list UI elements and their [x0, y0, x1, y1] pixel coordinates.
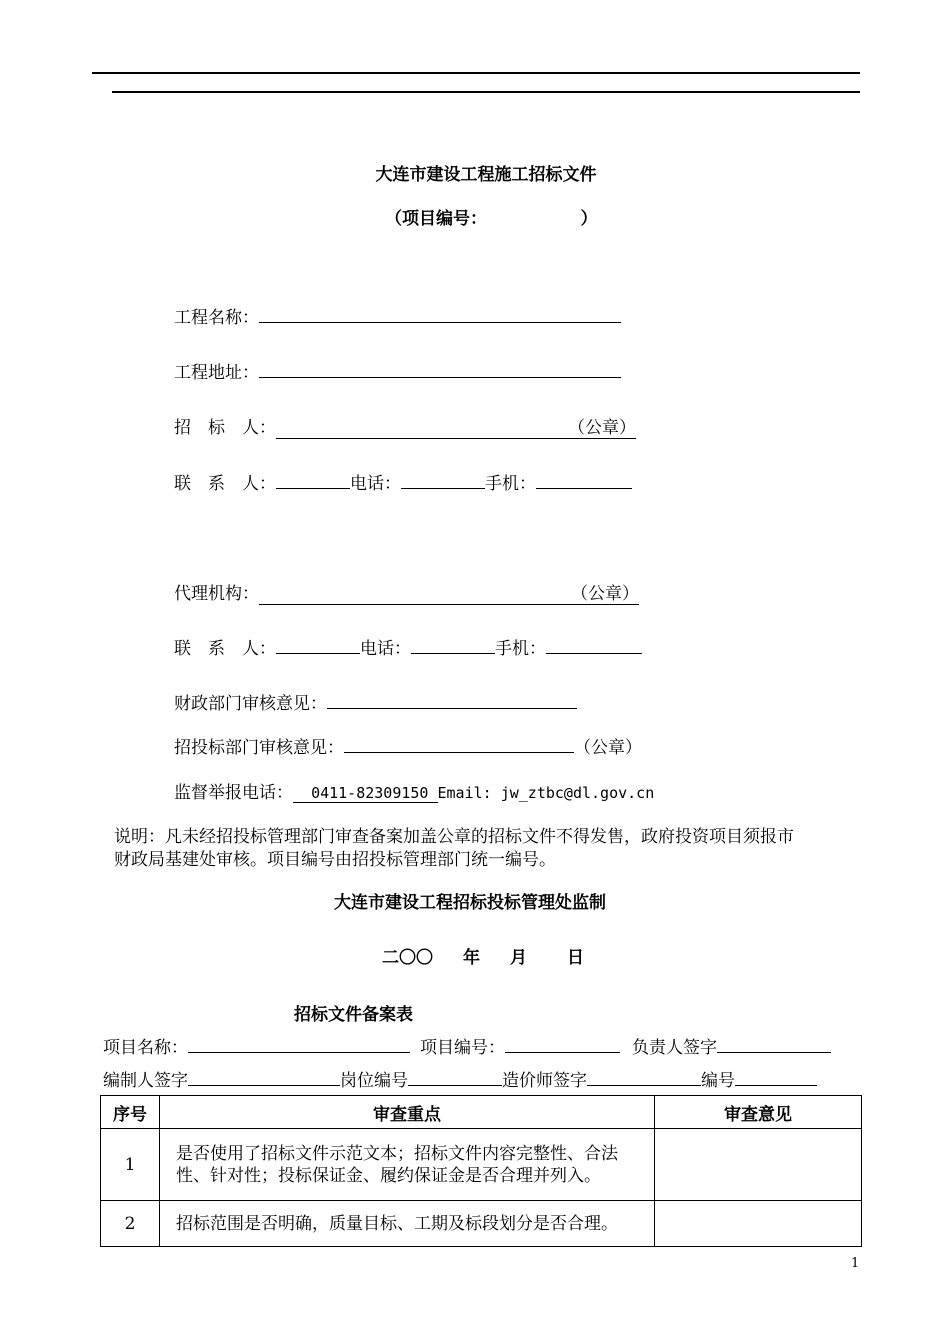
email-value[interactable]: jw_ztbc@dl.gov.cn	[500, 784, 655, 802]
record-project-no-field[interactable]	[505, 1034, 620, 1053]
record-project-name-field[interactable]	[188, 1034, 410, 1053]
contact-row-2	[174, 634, 642, 659]
page-number: 1	[851, 1256, 860, 1271]
record-cost-engineer-label: 造价师签字	[502, 1071, 587, 1091]
tenderer-row	[174, 413, 636, 438]
record-post-no-field[interactable]	[408, 1067, 502, 1086]
project-name-row	[174, 303, 621, 328]
project-address-field[interactable]	[259, 359, 621, 378]
project-address-row	[174, 358, 621, 383]
record-project-name-label: 项目名称：	[103, 1038, 188, 1058]
tenderer-field[interactable]	[276, 418, 636, 439]
contact-field-1[interactable]	[276, 470, 350, 489]
project-number-line: （项目编号： ）	[385, 209, 598, 229]
agency-row	[174, 579, 639, 604]
header-rule-bottom	[112, 91, 860, 93]
record-no-field[interactable]	[735, 1067, 817, 1086]
finance-opinion-field[interactable]	[327, 690, 577, 709]
contact-field-2[interactable]	[276, 635, 360, 654]
record-preparer-field[interactable]	[188, 1067, 340, 1086]
date-prefix: 二〇〇	[382, 948, 433, 968]
table-row	[101, 1129, 862, 1201]
project-name-field[interactable]	[259, 304, 621, 323]
hotline-number	[293, 784, 438, 803]
tenderer-seal: （公章）	[568, 418, 636, 438]
contact-label-1: 联 系 人：	[174, 474, 276, 494]
phone-field-1[interactable]	[401, 470, 485, 489]
phone-label-1: 电话：	[350, 474, 401, 494]
record-post-no-label: 岗位编号	[340, 1071, 408, 1091]
mobile-field-1[interactable]	[536, 470, 632, 489]
row-opinion[interactable]	[655, 1201, 862, 1247]
phone-field-2[interactable]	[411, 635, 495, 654]
record-meta-row-2	[103, 1066, 817, 1091]
contact-row-1	[174, 469, 632, 494]
mobile-label-2: 手机：	[495, 639, 546, 659]
record-no-label: 编号	[701, 1071, 735, 1091]
project-address-label: 工程地址：	[174, 363, 259, 383]
date-year: 年	[463, 948, 480, 968]
supervisor-line: 大连市建设工程招标投标管理处监制	[334, 893, 606, 913]
mobile-field-2[interactable]	[546, 635, 642, 654]
email-label: Email:	[437, 784, 501, 802]
row-focus: 是否使用了招标文件示范文本；招标文件内容完整性、合法性、针对性；投标保证金、履约保证金是否合理并列入。	[160, 1129, 655, 1201]
bidding-dept-opinion-label: 招投标部门审核意见：	[174, 738, 344, 758]
agency-seal: （公章）	[571, 584, 639, 604]
header-no: 序号	[101, 1096, 160, 1129]
date-month: 月	[510, 948, 527, 968]
record-table-title: 招标文件备案表	[294, 1005, 413, 1025]
document-title: 大连市建设工程施工招标文件	[375, 165, 597, 185]
record-project-no-label: 项目编号：	[420, 1038, 505, 1058]
hotline-label: 监督举报电话：	[174, 783, 293, 803]
mobile-label-1: 手机：	[485, 474, 536, 494]
record-table-header	[101, 1096, 862, 1129]
row-focus: 招标范围是否明确，质量目标、工期及标段划分是否合理。	[160, 1201, 655, 1247]
table-row	[101, 1201, 862, 1247]
contact-label-2: 联 系 人：	[174, 639, 276, 659]
bidding-dept-opinion-row	[174, 733, 642, 758]
date-line	[382, 943, 584, 968]
header-focus: 审查重点	[160, 1096, 655, 1129]
agency-label: 代理机构：	[174, 584, 259, 604]
bidding-dept-opinion-field[interactable]	[344, 734, 574, 753]
row-number: 1	[101, 1129, 160, 1201]
record-responsible-label: 负责人签字	[632, 1038, 717, 1058]
header-opinion: 审查意见	[655, 1096, 862, 1129]
row-number: 2	[101, 1201, 160, 1247]
record-table	[100, 1095, 862, 1247]
row-opinion[interactable]	[655, 1129, 862, 1201]
record-preparer-label: 编制人签字	[103, 1071, 188, 1091]
tenderer-label: 招 标 人：	[174, 418, 276, 438]
agency-field[interactable]	[259, 584, 639, 605]
bidding-dept-seal: （公章）	[574, 738, 642, 758]
note-line-2: 财政局基建处审核。项目编号由招投标管理部门统一编号。	[114, 850, 556, 870]
finance-opinion-row	[174, 689, 577, 714]
record-responsible-field[interactable]	[717, 1034, 831, 1053]
hotline-row	[174, 778, 654, 803]
record-cost-engineer-field[interactable]	[587, 1067, 701, 1086]
header-rule-top	[92, 72, 860, 74]
date-day: 日	[567, 948, 584, 968]
note-line-1: 说明：凡未经招投标管理部门审查备案加盖公章的招标文件不得发售，政府投资项目须报市	[114, 827, 794, 847]
hotline-number-text: 0411-82309150	[311, 784, 429, 802]
phone-label-2: 电话：	[360, 639, 411, 659]
finance-opinion-label: 财政部门审核意见：	[174, 694, 327, 714]
project-name-label: 工程名称：	[174, 308, 259, 328]
record-meta-row-1	[103, 1033, 831, 1058]
